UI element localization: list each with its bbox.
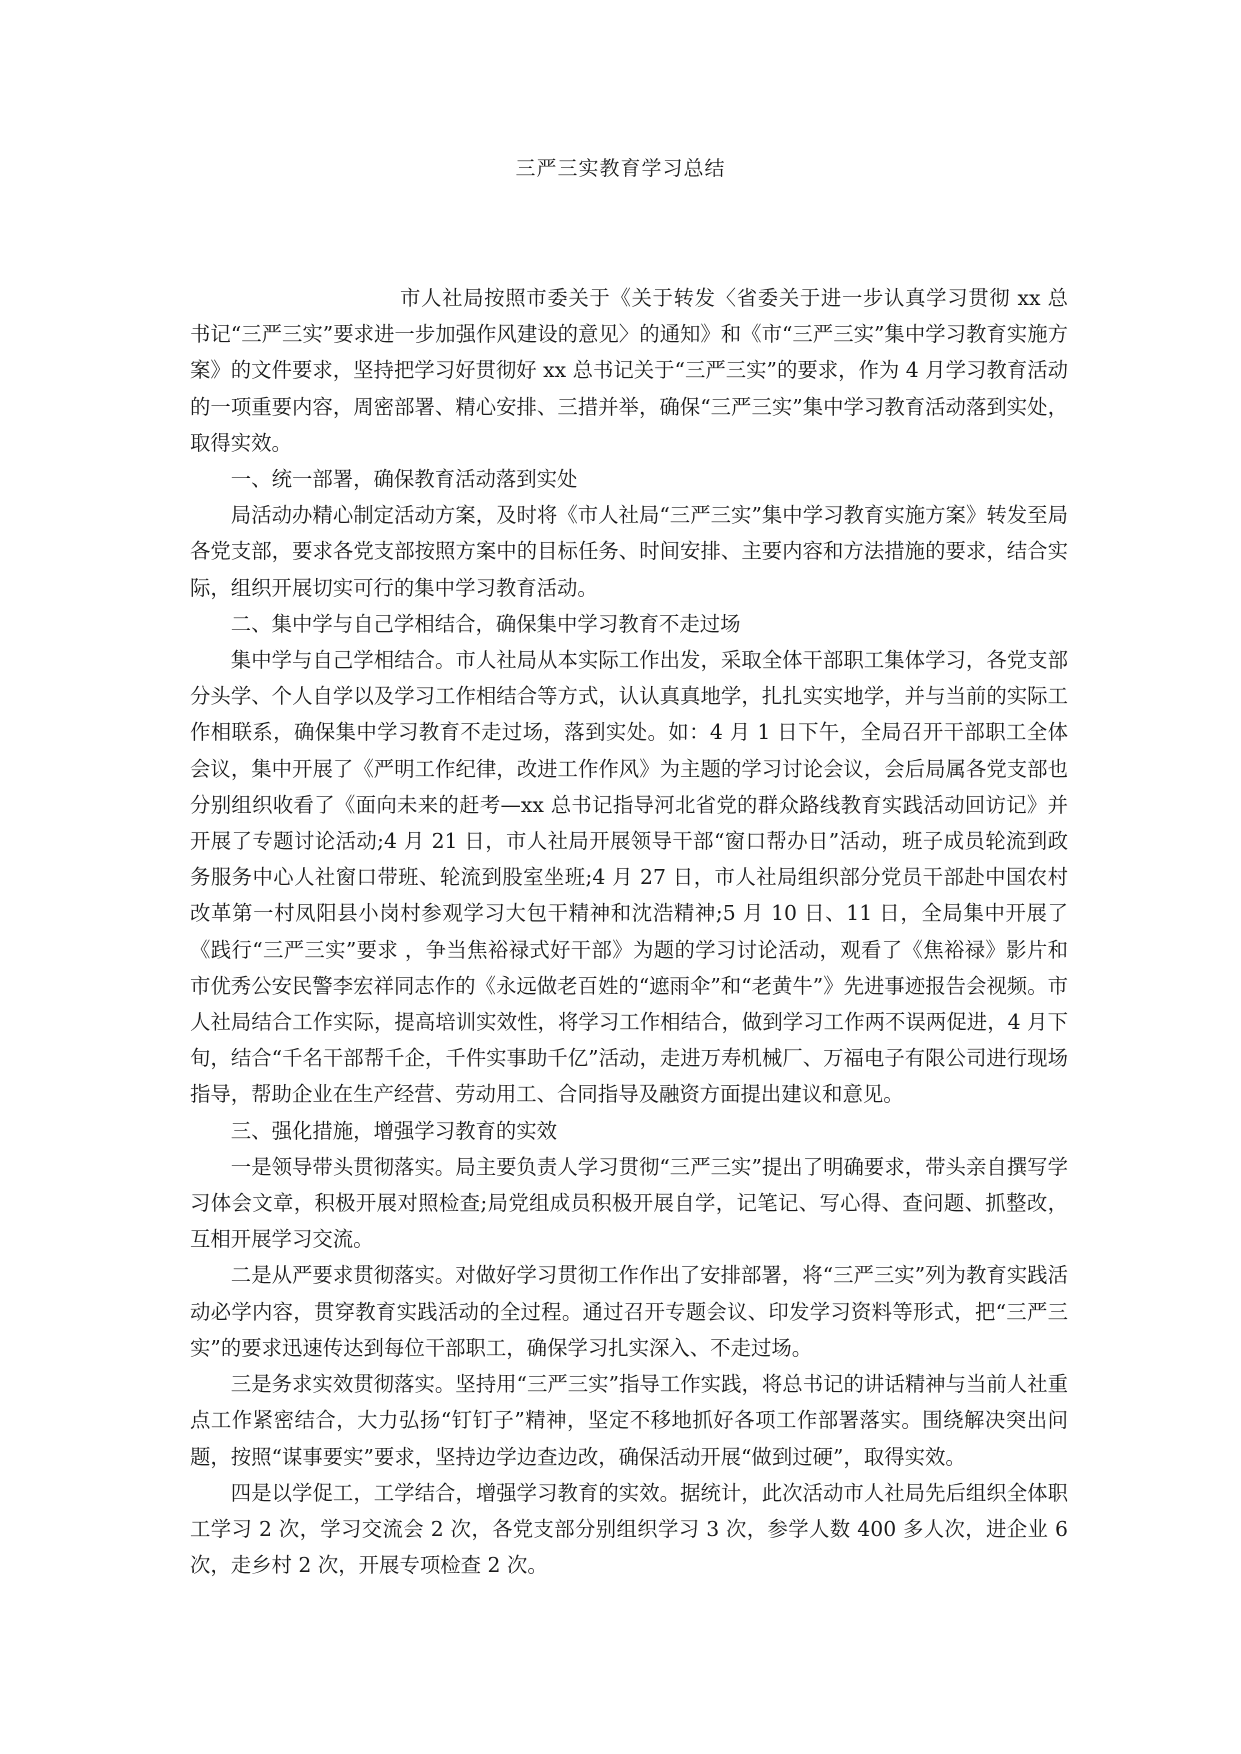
section-heading-3: 三、强化措施，增强学习教育的实效 bbox=[230, 1118, 558, 1143]
section-3-paragraph-2: 二是从严要求贯彻落实。对做好学习贯彻工作作出了安排部署，将“三严三实”列为教育实践活动必学内容，贯穿教育实践活动的全过程。通过召开专题会议、印发学习资料等形式，把“三严三实”的要求迅速传达到每位干部职工，确保学习扎实深入、不走过场。 bbox=[190, 1263, 1068, 1360]
section-3-paragraph-3: 三是务求实效贯彻落实。坚持用“三严三实”指导工作实践，将总书记的讲话精神与当前人社重点工作紧密结合，大力弘扬“钉钉子”精神，坚定不移地抓好各项工作部署落实。围绕解决突出问题，按照“谋事要实”要求，坚持边学边查边改，确保活动开展“做到过硬”，取得实效。 bbox=[190, 1372, 1068, 1469]
intro-paragraph: 市人社局按照市委关于《关于转发〈省委关于进一步认真学习贯彻 xx 总书记“三严三实”要求进一步加强作风建设的意见〉的通知》和《市“三严三实”集中学习教育实施方案》的文件要求，坚持把学习好贯彻好 xx 总书记关于“三严三实”的要求，作为 4 月学习教育活动的一项重要内容，周密部署、精心安排、三措并举，确保“三严三实”集中学习教育活动落到实处，取得实效。 bbox=[190, 286, 1068, 455]
section-3-paragraph-1: 一是领导带头贯彻落实。局主要负责人学习贯彻“三严三实”提出了明确要求，带头亲自撰写学习体会文章，积极开展对照检查;局党组成员积极开展自学，记笔记、写心得、查问题、抓整改，互相开展学习交流。 bbox=[190, 1154, 1068, 1252]
section-heading-1: 一、统一部署，确保教育活动落到实处 bbox=[230, 467, 578, 492]
section-1-paragraph: 局活动办精心制定活动方案，及时将《市人社局“三严三实”集中学习教育实施方案》转发至局各党支部，要求各党支部按照方案中的目标任务、时间安排、主要内容和方法措施的要求，结合实际，组织开展切实可行的集中学习教育活动。 bbox=[190, 503, 1068, 600]
document-body bbox=[190, 280, 1068, 1583]
section-heading-2: 二、集中学与自己学相结合，确保集中学习教育不走过场 bbox=[230, 611, 741, 636]
document-title: 三严三实教育学习总结 bbox=[515, 156, 726, 180]
section-2-paragraph: 集中学与自己学相结合。市人社局从本实际工作出发，采取全体干部职工集体学习，各党支部分头学、个人自学以及学习工作相结合等方式，认认真真地学，扎扎实实地学，并与当前的实际工作相联系，确保集中学习教育不走过场，落到实处。如：4 月 1 日下午，全局召开干部职工全体会议，集中开展了《严明工作纪律，改进工作作风》为主题的学习讨论会议，会后局属各党支部也分别组织收看了《面向未来的赶考—xx 总书记指导河北省党的群众路线教育实践活动回访记》并开展了专题讨论活动;4 月 21 日，市人社局开展领导干部“窗口帮办日”活动，班子成员轮流到政务服务中心人社窗口带班、轮流到股室坐班;4 月 27 日，市人社局组织部分党员干部赴中国农村改革第一村凤阳县小岗村参观学习大包干精神和沈浩精神;5 月 10 日、11 日，全局集中开展了《践行“三严三实”要求 ，争当焦裕禄式好干部》为题的学习讨论活动，观看了《焦裕禄》影片和市优秀公安民警李宏祥同志作的《永远做老百姓的“遮雨伞”和“老黄牛”》先进事迹报告会视频。市人社局结合工作实际，提高培训实效性，将学习工作相结合，做到学习工作两不误两促进，4 月下旬，结合“千名干部帮千企，千件实事助千亿”活动，走进万寿机械厂、万福电子有限公司进行现场指导，帮助企业在生产经营、劳动用工、合同指导及融资方面提出建议和意见。 bbox=[190, 648, 1068, 1107]
section-3-paragraph-4: 四是以学促工，工学结合，增强学习教育的实效。据统计，此次活动市人社局先后组织全体职工学习 2 次，学习交流会 2 次，各党支部分别组织学习 3 次，参学人数 400 多人次，进企业 6 次，走乡村 2 次，开展专项检查 2 次。 bbox=[190, 1480, 1068, 1578]
